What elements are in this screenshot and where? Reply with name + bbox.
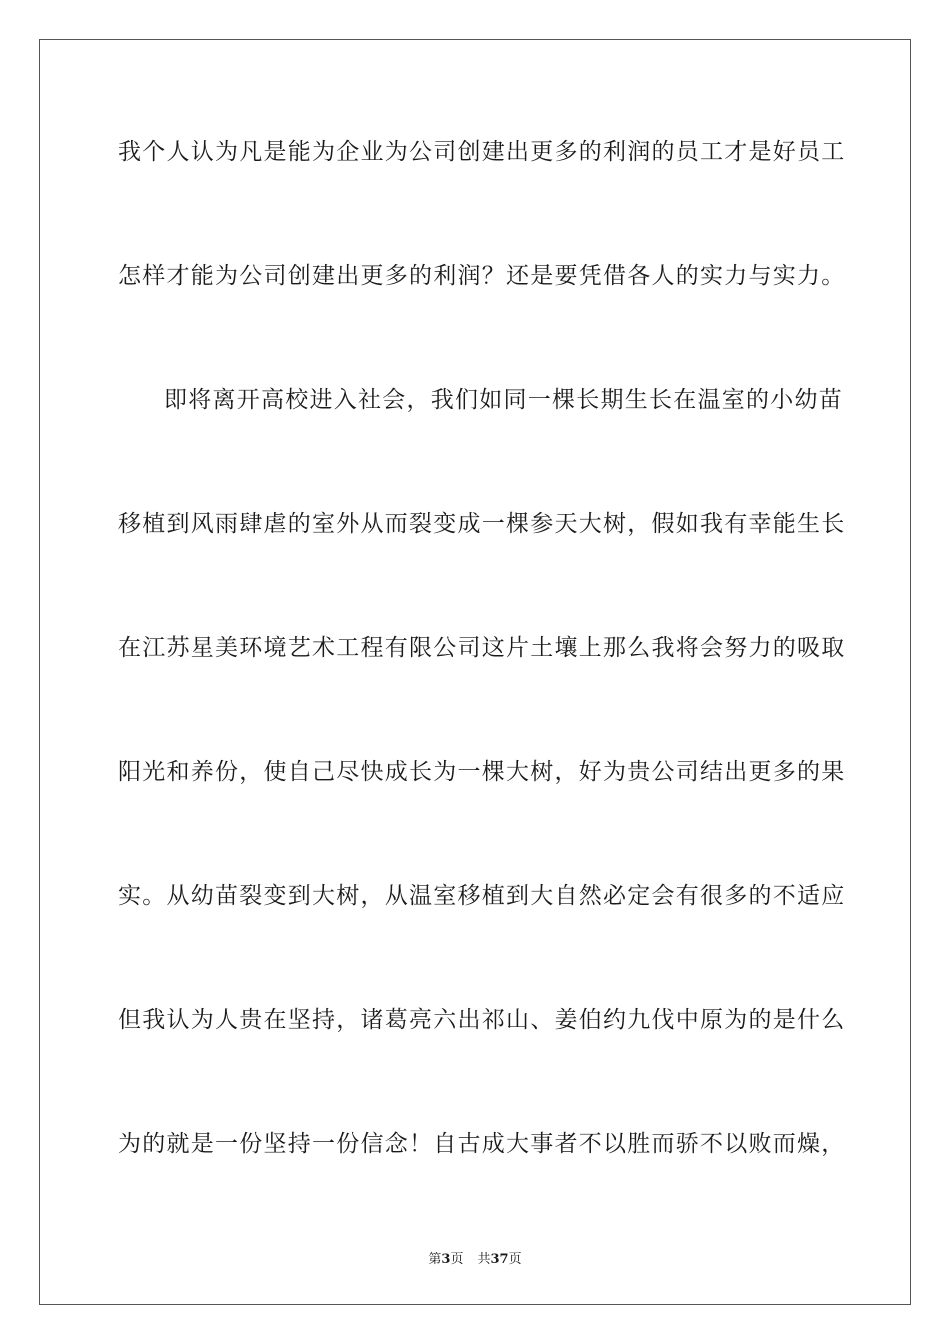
page-prefix: 第 <box>428 1252 442 1267</box>
paragraph-line-6: 阳光和养份，使自己尽快成长为一棵大树，好为贵公司结出更多的果 <box>118 759 846 785</box>
paragraph-line-2: 怎样才能为公司创建出更多的利润？还是要凭借各人的实力与实力。 <box>118 263 846 289</box>
paragraph-line-4: 移植到风雨肆虐的室外从而裂变成一棵参天大树，假如我有幸能生长 <box>118 511 846 537</box>
page-border <box>39 39 911 1305</box>
total-suffix: 页 <box>508 1252 522 1267</box>
paragraph-line-7: 实。从幼苗裂变到大树，从温室移植到大自然必定会有很多的不适应 <box>118 883 846 909</box>
paragraph-line-8: 但我认为人贵在坚持，诸葛亮六出祁山、姜伯约九伐中原为的是什么 <box>118 1007 846 1033</box>
paragraph-line-5: 在江苏星美环境艺术工程有限公司这片土壤上那么我将会努力的吸取 <box>118 635 846 661</box>
paragraph-line-9: 为的就是一份坚持一份信念！自古成大事者不以胜而骄不以败而燥， <box>118 1131 846 1157</box>
paragraph-line-1: 我个人认为凡是能为企业为公司创建出更多的利润的员工才是好员工 <box>118 139 846 165</box>
page-number: 3 <box>441 1252 451 1267</box>
page-footer <box>0 1248 950 1267</box>
page-suffix: 页 <box>450 1252 464 1267</box>
total-prefix: 共 <box>477 1252 491 1267</box>
total-pages: 37 <box>490 1252 509 1267</box>
paragraph-line-3: 即将离开高校进入社会，我们如同一棵长期生长在温室的小幼苗 <box>164 387 843 413</box>
